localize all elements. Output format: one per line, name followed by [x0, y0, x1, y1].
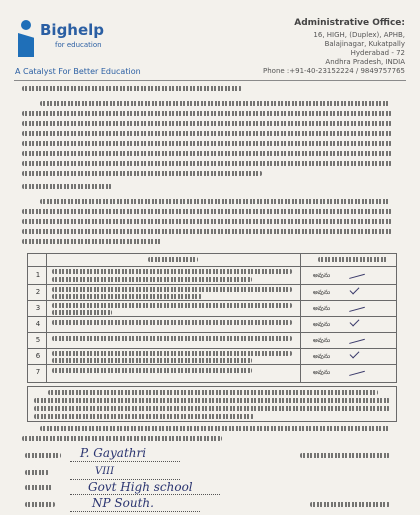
- office-title: Administrative Office:: [294, 18, 405, 28]
- parent-signature-label: [300, 453, 390, 458]
- answer-yes: అవును: [313, 272, 331, 279]
- brand-name: Bighelp: [40, 21, 105, 39]
- class-field-value[interactable]: VIII: [95, 466, 115, 477]
- body-text-line: [22, 141, 392, 146]
- body-text-line: [22, 229, 392, 234]
- school-label: [25, 485, 53, 490]
- table-header-answer: [318, 257, 388, 262]
- body-text-line: [22, 209, 392, 214]
- question-text: [52, 294, 202, 299]
- body-text-line: [40, 199, 390, 204]
- question-text: [52, 336, 292, 341]
- address-line: Balajinagar, Kukatpally: [324, 40, 405, 48]
- name-field-line: [70, 460, 180, 462]
- row-number: 3: [35, 304, 41, 312]
- address-line: Hyderabad - 72: [350, 49, 405, 57]
- row-number: 6: [35, 352, 41, 360]
- bighelp-logo-icon: [15, 20, 37, 58]
- body-text-line: [22, 111, 392, 116]
- place-field-value[interactable]: NP South.: [92, 496, 154, 510]
- closing-text: [40, 426, 390, 431]
- question-text: [52, 269, 292, 274]
- answer-tick[interactable]: [350, 285, 360, 295]
- name-label: [25, 453, 61, 458]
- class-label: [25, 470, 49, 475]
- address-line: Andhra Pradesh, INDIA: [325, 58, 405, 66]
- body-text-line: [22, 171, 262, 176]
- body-text-line: [22, 151, 392, 156]
- question-text: [52, 303, 292, 308]
- question-text: [52, 320, 292, 325]
- header-divider: [14, 80, 406, 81]
- place-field-line: [70, 510, 200, 512]
- address-line: 16, HIGH, (Duplex), APHB,: [313, 31, 405, 39]
- answer-yes: అవును: [313, 321, 331, 328]
- answer-yes: అవును: [313, 369, 331, 376]
- answer-yes: అవును: [313, 305, 331, 312]
- row-number: 5: [35, 336, 41, 344]
- answer-yes: అవును: [313, 353, 331, 360]
- school-field-value[interactable]: Govt High school: [88, 480, 193, 494]
- section-heading: [22, 184, 112, 189]
- closing-text: [22, 436, 222, 441]
- row-number: 7: [35, 368, 41, 376]
- answer-tick[interactable]: [350, 349, 360, 359]
- body-text-line: [22, 161, 392, 166]
- name-field-value[interactable]: P. Gayathri: [80, 446, 147, 460]
- brand-subtitle: for education: [55, 41, 102, 49]
- body-text-line: [22, 121, 392, 126]
- tagline: A Catalyst For Better Education: [15, 67, 141, 76]
- body-text-line: [40, 101, 390, 106]
- questionnaire-table: [27, 253, 397, 383]
- question-text: [52, 351, 292, 356]
- row-number: 2: [35, 288, 41, 296]
- question-text: [52, 358, 252, 363]
- founder-signature-label: [310, 502, 390, 507]
- question-text: [52, 287, 292, 292]
- answer-mark[interactable]: [347, 331, 365, 344]
- answer-tick[interactable]: [350, 317, 360, 327]
- body-text-line: [22, 131, 392, 136]
- answer-yes: అవును: [313, 337, 331, 344]
- address-phone: Phone :+91-40-23152224 / 9849757765: [263, 67, 405, 75]
- answer-mark[interactable]: [347, 363, 365, 376]
- answer-mark[interactable]: [347, 299, 365, 312]
- note-box: [27, 386, 397, 422]
- answer-yes: అవును: [313, 289, 331, 296]
- body-text-line: [22, 239, 162, 244]
- question-text: [52, 310, 112, 315]
- question-text: [52, 368, 252, 373]
- salutation-text: [22, 86, 242, 91]
- table-header-question: [148, 257, 198, 262]
- row-number: 4: [35, 320, 41, 328]
- question-text: [52, 277, 252, 282]
- answer-mark[interactable]: [347, 266, 365, 279]
- body-text-line: [22, 219, 392, 224]
- row-number: 1: [35, 271, 41, 279]
- place-label: [25, 502, 55, 507]
